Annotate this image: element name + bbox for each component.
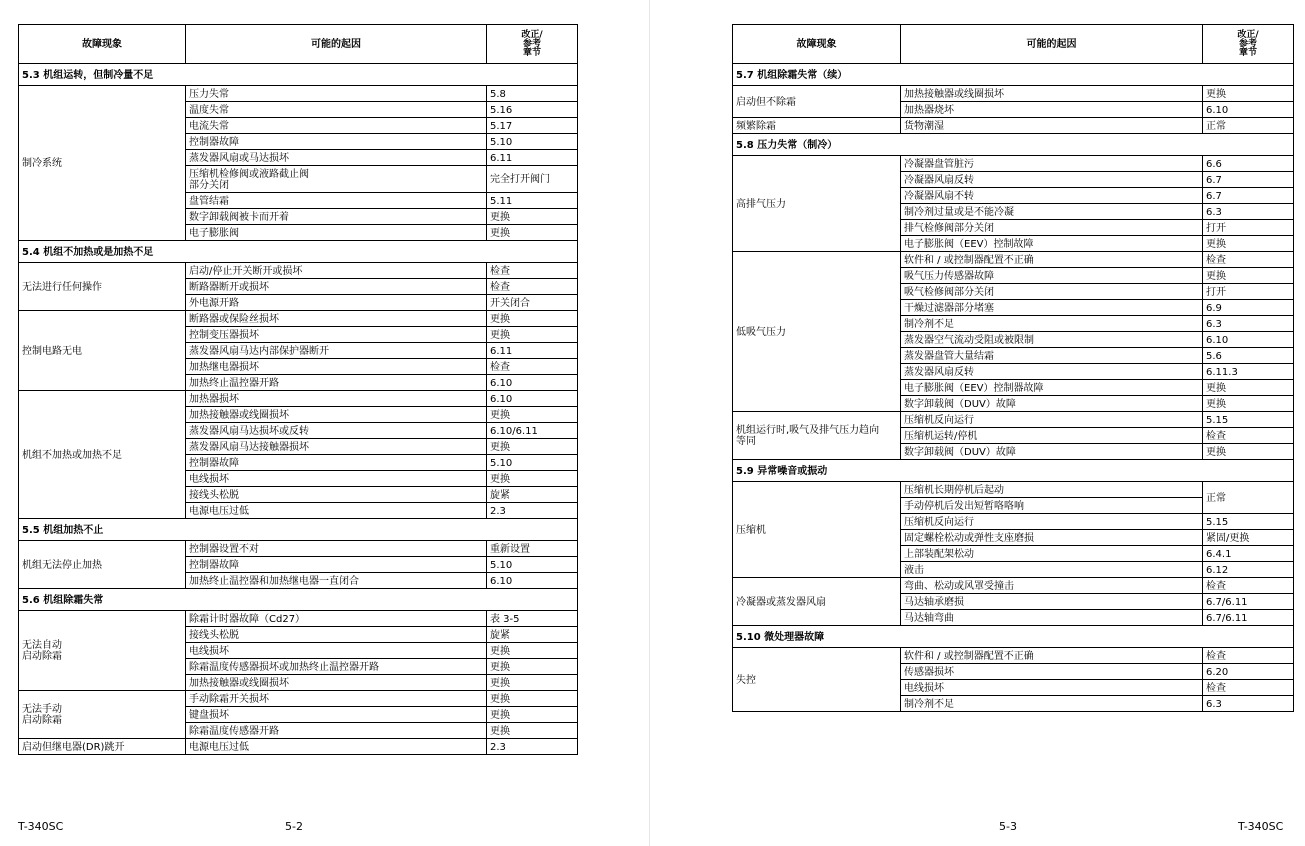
- fix-cell: 更换: [487, 723, 578, 739]
- fix-cell: 旋紧: [487, 487, 578, 503]
- cause-cell: 控制器故障: [186, 455, 487, 471]
- table-row: [19, 86, 578, 102]
- cause-cell: 电线损坏: [186, 643, 487, 659]
- cause-cell: 货物潮湿: [901, 118, 1203, 134]
- fix-cell: 2.3: [487, 739, 578, 755]
- cause-cell: 蒸发器风扇马达损坏或反转: [186, 423, 487, 439]
- fix-cell: 检查: [487, 359, 578, 375]
- fix-cell: 更换: [487, 209, 578, 225]
- fix-cell: 5.10: [487, 455, 578, 471]
- cause-cell: 加热器烧坏: [901, 102, 1203, 118]
- fix-cell: 5.15: [1203, 514, 1294, 530]
- cause-cell: 数字卸载阀（DUV）故障: [901, 444, 1203, 460]
- cause-cell: 启动/停止开关断开或损坏: [186, 263, 487, 279]
- header-fix: 改正/ 参考 章节: [1203, 25, 1294, 64]
- cause-cell: 电源电压过低: [186, 739, 487, 755]
- symptom-cell: 冷凝器或蒸发器风扇: [733, 578, 901, 626]
- fix-cell: 重新设置: [487, 541, 578, 557]
- section-title: 5.4 机组不加热或是加热不足: [19, 241, 578, 263]
- cause-cell: 控制器设置不对: [186, 541, 487, 557]
- fix-cell: 开关闭合: [487, 295, 578, 311]
- fix-cell: 检查: [487, 279, 578, 295]
- header-symptom: 故障现象: [733, 25, 901, 64]
- section-row: [733, 626, 1294, 648]
- cause-cell: 冷凝器风扇反转: [901, 172, 1203, 188]
- table-header-row: [19, 25, 578, 64]
- section-row: [19, 64, 578, 86]
- cause-cell: 接线头松脱: [186, 487, 487, 503]
- fix-cell: 5.10: [487, 134, 578, 150]
- fix-cell: 更换: [487, 407, 578, 423]
- troubleshooting-table-right: [732, 24, 1294, 712]
- cause-cell: 加热接触器或线圈损坏: [901, 86, 1203, 102]
- cause-cell: 控制变压器损坏: [186, 327, 487, 343]
- table-row: [733, 648, 1294, 664]
- table-row: [733, 252, 1294, 268]
- table-row: [733, 412, 1294, 428]
- fix-cell: 6.3: [1203, 316, 1294, 332]
- section-row: [733, 134, 1294, 156]
- cause-cell: 手动除霜开关损坏: [186, 691, 487, 707]
- fix-cell: 5.8: [487, 86, 578, 102]
- cause-cell: 电流失常: [186, 118, 487, 134]
- table-row: [733, 118, 1294, 134]
- cause-cell: 蒸发器风扇反转: [901, 364, 1203, 380]
- cause-cell: 软件和 / 或控制器配置不正确: [901, 252, 1203, 268]
- cause-cell: 排气检修阀部分关闭: [901, 220, 1203, 236]
- cause-cell: 传感器损坏: [901, 664, 1203, 680]
- cause-cell: 数字卸载阀被卡而开着: [186, 209, 487, 225]
- fix-cell: 5.6: [1203, 348, 1294, 364]
- cause-cell: 除霜温度传感器开路: [186, 723, 487, 739]
- header-cause: 可能的起因: [186, 25, 487, 64]
- fix-cell: 更换: [487, 707, 578, 723]
- footer-page-number: 5-3: [999, 820, 1017, 833]
- fix-cell: 6.10: [1203, 102, 1294, 118]
- fix-cell: 更换: [487, 439, 578, 455]
- table-row: [19, 311, 578, 327]
- section-row: [733, 64, 1294, 86]
- fix-cell: 6.9: [1203, 300, 1294, 316]
- fix-cell: 检查: [1203, 680, 1294, 696]
- cause-cell: 干燥过滤器部分堵塞: [901, 300, 1203, 316]
- cause-cell: 吸气检修阀部分关闭: [901, 284, 1203, 300]
- symptom-cell: 机组不加热或加热不足: [19, 391, 186, 519]
- table-row: [19, 263, 578, 279]
- symptom-cell: 启动但继电器(DR)跳开: [19, 739, 186, 755]
- symptom-cell: 启动但不除霜: [733, 86, 901, 118]
- troubleshooting-table-left: [18, 24, 578, 755]
- cause-cell: 盘管结霜: [186, 193, 487, 209]
- fix-cell: 打开: [1203, 284, 1294, 300]
- symptom-cell: 制冷系统: [19, 86, 186, 241]
- fix-cell: 6.10: [487, 391, 578, 407]
- header-symptom: 故障现象: [19, 25, 186, 64]
- fix-cell: 6.12: [1203, 562, 1294, 578]
- cause-cell: 软件和 / 或控制器配置不正确: [901, 648, 1203, 664]
- fix-cell: 旋紧: [487, 627, 578, 643]
- footer-model: T-340SC: [1238, 820, 1284, 833]
- fix-cell: 更换: [487, 311, 578, 327]
- cause-cell: 制冷剂不足: [901, 316, 1203, 332]
- symptom-cell: 失控: [733, 648, 901, 712]
- cause-cell: 加热器损坏: [186, 391, 487, 407]
- table-row: [733, 156, 1294, 172]
- table-row: [733, 578, 1294, 594]
- table-row: [19, 541, 578, 557]
- fix-cell: 6.11: [487, 343, 578, 359]
- header-fix: 改正/ 参考 章节: [487, 25, 578, 64]
- cause-cell: 压缩机长期停机后起动: [901, 482, 1203, 498]
- table-row: [19, 739, 578, 755]
- fix-cell: 5.17: [487, 118, 578, 134]
- symptom-cell: 压缩机: [733, 482, 901, 578]
- cause-cell: 控制器故障: [186, 134, 487, 150]
- symptom-cell: 控制电路无电: [19, 311, 186, 391]
- fix-cell: 6.6: [1203, 156, 1294, 172]
- cause-cell: 制冷剂过量或是不能冷凝: [901, 204, 1203, 220]
- cause-cell: 除霜计时器故障（Cd27）: [186, 611, 487, 627]
- cause-cell: 吸气压力传感器故障: [901, 268, 1203, 284]
- section-title: 5.5 机组加热不止: [19, 519, 578, 541]
- symptom-cell: 机组无法停止加热: [19, 541, 186, 589]
- fix-cell: 打开: [1203, 220, 1294, 236]
- cause-cell: 电子膨胀阀（EEV）控制器故障: [901, 380, 1203, 396]
- section-title: 5.9 异常噪音或振动: [733, 460, 1294, 482]
- symptom-cell: 低吸气压力: [733, 252, 901, 412]
- symptom-cell: 频繁除霜: [733, 118, 901, 134]
- fix-cell: 检查: [1203, 252, 1294, 268]
- fix-cell: 5.16: [487, 102, 578, 118]
- fix-cell: 6.3: [1203, 696, 1294, 712]
- cause-cell: 蒸发器风扇马达内部保护器断开: [186, 343, 487, 359]
- fix-cell: 5.11: [487, 193, 578, 209]
- fix-cell: 6.7/6.11: [1203, 610, 1294, 626]
- cause-cell: 蒸发器风扇或马达损坏: [186, 150, 487, 166]
- cause-cell: 马达轴承磨损: [901, 594, 1203, 610]
- fix-cell: 更换: [1203, 444, 1294, 460]
- fix-cell: 更换: [487, 471, 578, 487]
- section-title: 5.6 机组除霜失常: [19, 589, 578, 611]
- symptom-cell: 无法手动 启动除霜: [19, 691, 186, 739]
- cause-cell: 数字卸载阀（DUV）故障: [901, 396, 1203, 412]
- fix-cell: 6.7/6.11: [1203, 594, 1294, 610]
- cause-cell: 液击: [901, 562, 1203, 578]
- fix-cell: 6.7: [1203, 172, 1294, 188]
- footer-page-number: 5-2: [285, 820, 303, 833]
- fix-cell: 更换: [487, 643, 578, 659]
- cause-cell: 制冷剂不足: [901, 696, 1203, 712]
- symptom-cell: 无法自动 启动除霜: [19, 611, 186, 691]
- fix-cell: 更换: [1203, 86, 1294, 102]
- fix-cell: 6.10: [487, 375, 578, 391]
- cause-cell: 冷凝器风扇不转: [901, 188, 1203, 204]
- cause-cell: 上部装配架松动: [901, 546, 1203, 562]
- fix-cell: 正常: [1203, 482, 1294, 514]
- page-left: [0, 0, 650, 846]
- fix-cell: 2.3: [487, 503, 578, 519]
- cause-cell: 外电源开路: [186, 295, 487, 311]
- table-body-right: [733, 64, 1294, 712]
- symptom-cell: 高排气压力: [733, 156, 901, 252]
- section-row: [19, 519, 578, 541]
- cause-cell: 加热继电器损坏: [186, 359, 487, 375]
- symptom-cell: 机组运行时,吸气及排气压力趋向 等同: [733, 412, 901, 460]
- section-row: [19, 589, 578, 611]
- fix-cell: 更换: [1203, 268, 1294, 284]
- cause-cell: 蒸发器空气流动受阻或被限制: [901, 332, 1203, 348]
- cause-cell: 电源电压过低: [186, 503, 487, 519]
- fix-cell: 更换: [487, 327, 578, 343]
- cause-cell: 断路器或保险丝损坏: [186, 311, 487, 327]
- cause-cell: 电线损坏: [186, 471, 487, 487]
- cause-cell: 断路器断开或损坏: [186, 279, 487, 295]
- fix-cell: 6.10/6.11: [487, 423, 578, 439]
- fix-cell: 更换: [487, 691, 578, 707]
- fix-cell: 6.10: [1203, 332, 1294, 348]
- fix-cell: 6.3: [1203, 204, 1294, 220]
- cause-cell: 冷凝器盘管脏污: [901, 156, 1203, 172]
- table-row: [19, 391, 578, 407]
- fix-cell: 更换: [1203, 396, 1294, 412]
- cause-cell: 电子膨胀阀: [186, 225, 487, 241]
- cause-cell: 加热接触器或线圈损坏: [186, 407, 487, 423]
- cause-cell: 电线损坏: [901, 680, 1203, 696]
- fix-cell: 6.11.3: [1203, 364, 1294, 380]
- fix-cell: 更换: [487, 675, 578, 691]
- fix-cell: 更换: [487, 225, 578, 241]
- table-row: [19, 611, 578, 627]
- fix-cell: 表 3-5: [487, 611, 578, 627]
- cause-cell: 固定螺栓松动或弹性支座磨损: [901, 530, 1203, 546]
- cause-cell: 控制器故障: [186, 557, 487, 573]
- fix-cell: 更换: [1203, 380, 1294, 396]
- fix-cell: 6.20: [1203, 664, 1294, 680]
- cause-cell: 蒸发器风扇马达接触器损坏: [186, 439, 487, 455]
- cause-cell: 温度失常: [186, 102, 487, 118]
- table-header-row: [733, 25, 1294, 64]
- cause-cell: 弯曲、松动或风罩受撞击: [901, 578, 1203, 594]
- fix-cell: 更换: [1203, 236, 1294, 252]
- cause-cell: 除霜温度传感器损坏或加热终止温控器开路: [186, 659, 487, 675]
- cause-cell: 加热终止温控器开路: [186, 375, 487, 391]
- table-body-left: [19, 64, 578, 755]
- fix-cell: 6.7: [1203, 188, 1294, 204]
- fix-cell: 紧固/更换: [1203, 530, 1294, 546]
- fix-cell: 6.11: [487, 150, 578, 166]
- fix-cell: 检查: [1203, 648, 1294, 664]
- header-cause: 可能的起因: [901, 25, 1203, 64]
- section-row: [19, 241, 578, 263]
- fix-cell: 6.4.1: [1203, 546, 1294, 562]
- table-row: [19, 691, 578, 707]
- fix-cell: 5.10: [487, 557, 578, 573]
- cause-cell: 手动停机后发出短暂咯咯响: [901, 498, 1203, 514]
- fix-cell: 检查: [1203, 578, 1294, 594]
- cause-cell: 电子膨胀阀（EEV）控制故障: [901, 236, 1203, 252]
- fix-cell: 正常: [1203, 118, 1294, 134]
- fix-cell: 5.15: [1203, 412, 1294, 428]
- fix-cell: 检查: [487, 263, 578, 279]
- symptom-cell: 无法进行任何操作: [19, 263, 186, 311]
- fix-cell: 完全打开阀门: [487, 166, 578, 193]
- page-right: [652, 0, 1305, 846]
- cause-cell: 马达轴弯曲: [901, 610, 1203, 626]
- section-row: [733, 460, 1294, 482]
- section-title: 5.7 机组除霜失常（续）: [733, 64, 1294, 86]
- cause-cell: 压缩机反向运行: [901, 514, 1203, 530]
- table-row: [733, 86, 1294, 102]
- fix-cell: 6.10: [487, 573, 578, 589]
- cause-cell: 加热接触器或线圈损坏: [186, 675, 487, 691]
- fix-cell: 更换: [487, 659, 578, 675]
- section-title: 5.3 机组运转，但制冷量不足: [19, 64, 578, 86]
- footer-model: T-340SC: [18, 820, 64, 833]
- table-row: [733, 482, 1294, 498]
- cause-cell: 接线头松脱: [186, 627, 487, 643]
- cause-cell: 压缩机运转/停机: [901, 428, 1203, 444]
- section-title: 5.8 压力失常（制冷）: [733, 134, 1294, 156]
- fix-cell: 检查: [1203, 428, 1294, 444]
- cause-cell: 键盘损坏: [186, 707, 487, 723]
- cause-cell: 蒸发器盘管大量结霜: [901, 348, 1203, 364]
- section-title: 5.10 微处理器故障: [733, 626, 1294, 648]
- cause-cell: 压力失常: [186, 86, 487, 102]
- cause-cell: 加热终止温控器和加热继电器一直闭合: [186, 573, 487, 589]
- cause-cell: 压缩机反向运行: [901, 412, 1203, 428]
- cause-cell: 压缩机检修阀或液路截止阀 部分关闭: [186, 166, 487, 193]
